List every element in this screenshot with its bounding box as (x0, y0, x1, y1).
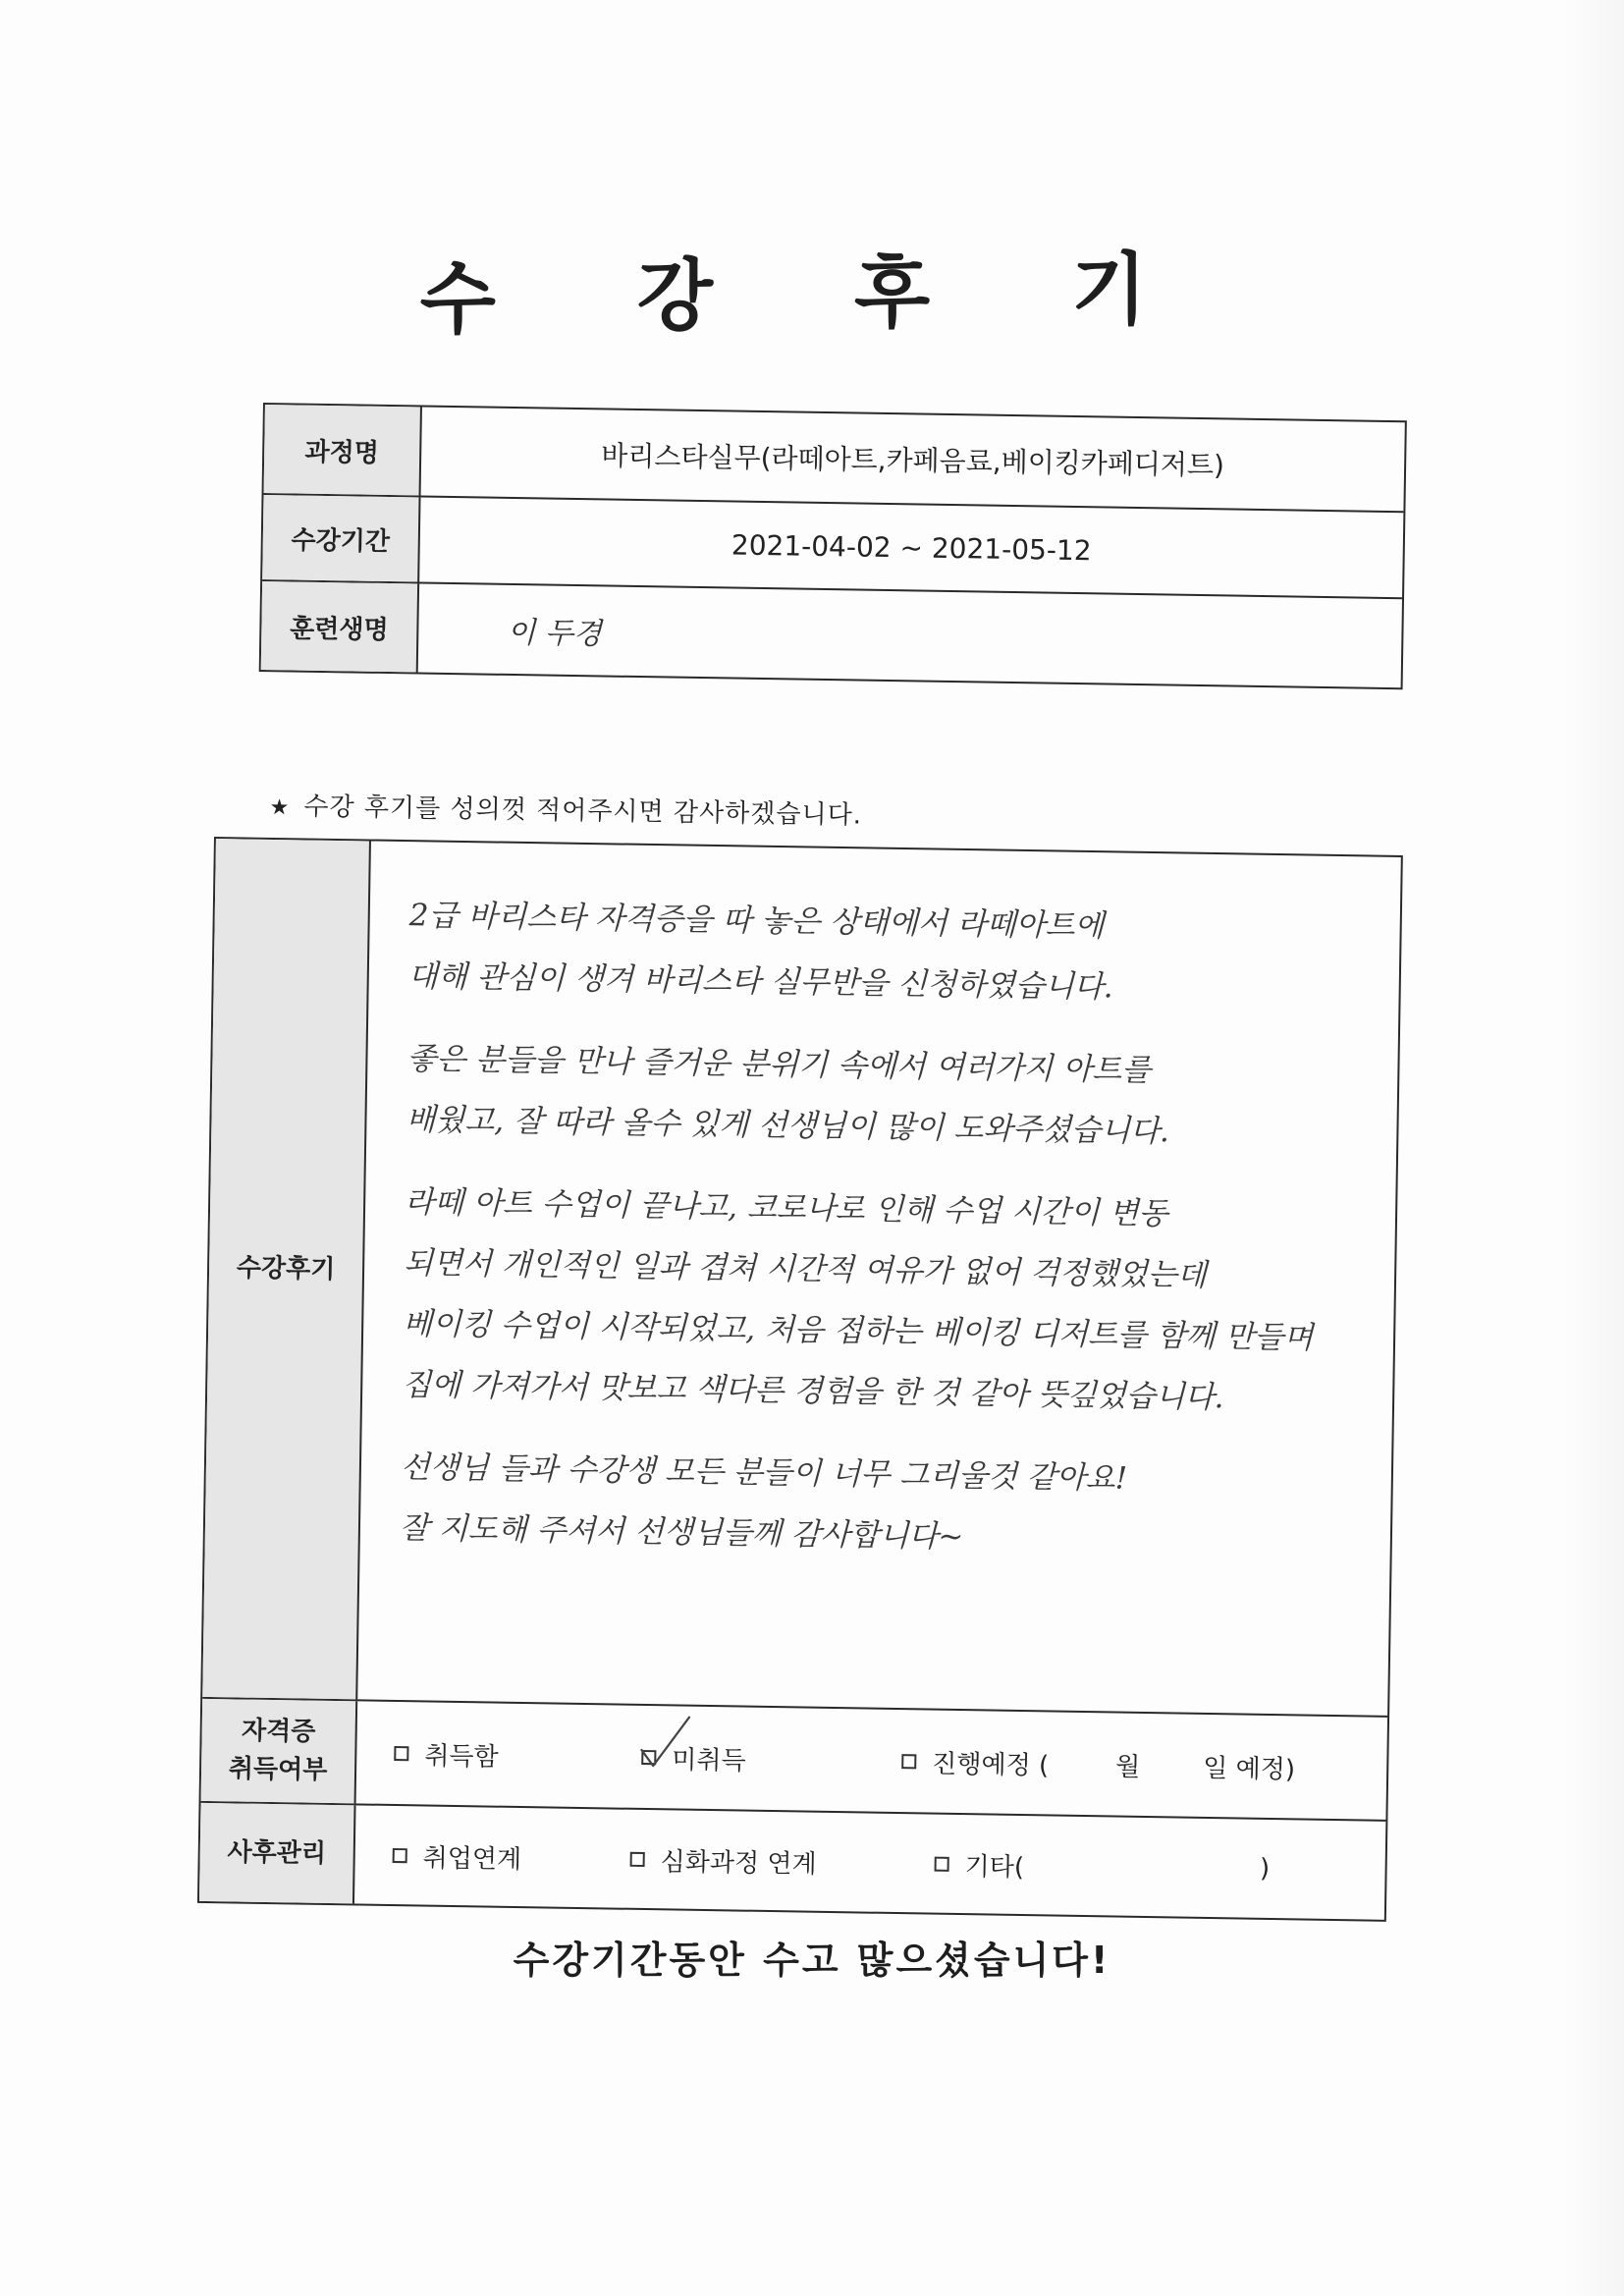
followup-options (354, 1805, 1385, 1919)
review-line: 되면서 개인적인 일과 겹쳐 시간적 여유가 없어 걱정했었는데 (403, 1245, 1208, 1293)
notice-text (269, 786, 862, 831)
checkbox-icon[interactable] (935, 1856, 949, 1871)
trainee-row (261, 581, 1402, 687)
followup-option-advanced[interactable] (629, 1840, 817, 1880)
cert-options (356, 1701, 1388, 1819)
cert-option-acquired-label: 취득함 (424, 1740, 499, 1773)
period-value: 2021-04-02 ~ 2021-05-12 (731, 528, 1092, 567)
checkbox-icon[interactable] (394, 1745, 408, 1760)
review-label: 수강후기 (202, 839, 371, 1699)
cert-row (201, 1699, 1388, 1822)
review-row (202, 839, 1401, 1718)
period-label: 수강기간 (262, 495, 420, 582)
cert-option-scheduled[interactable] (901, 1743, 1295, 1785)
checkbox-icon[interactable] (393, 1847, 407, 1862)
review-body (357, 842, 1401, 1716)
followup-row (199, 1803, 1385, 1920)
followup-option-job-label: 취업연계 (422, 1842, 522, 1875)
review-line: 잘 지도해 주셔서 선생님들께 감사합니다~ (399, 1510, 964, 1556)
cert-option-acquired[interactable] (394, 1734, 499, 1773)
review-line: 좋은 분들을 만나 즐거운 분위기 속에서 여러가지 아트를 (406, 1041, 1152, 1089)
review-line: 베이킹 수업이 시작되었고, 처음 접하는 베이킹 디저트를 함께 만들며 (402, 1306, 1314, 1356)
review-line: 선생님 들과 수강생 모든 분들이 너무 그리울것 같아요! (400, 1449, 1128, 1497)
followup-option-other[interactable] (934, 1845, 1270, 1886)
cert-day-label: 일 예정) (1202, 1753, 1296, 1784)
cert-option-not-acquired-label: 미취득 (672, 1744, 746, 1777)
cert-label (201, 1699, 358, 1803)
checkbox-icon[interactable] (641, 1749, 656, 1764)
cert-label-line1: 자격증 (241, 1716, 316, 1747)
course-row (264, 405, 1405, 513)
scan-edge-shadow (1565, 0, 1624, 2296)
review-line: 라떼 아트 수업이 끝나고, 코로나로 인해 수업 시간이 변동 (404, 1184, 1168, 1232)
checkmark-icon (639, 1714, 693, 1774)
cert-option-scheduled-label: 진행예정 ( (932, 1749, 1050, 1780)
cert-option-not-acquired[interactable] (641, 1738, 746, 1777)
followup-option-other-close: ) (1259, 1853, 1271, 1885)
cert-label-line2: 취득여부 (228, 1754, 328, 1785)
star-icon: ★ (269, 794, 291, 821)
cert-month-label: 월 (1114, 1752, 1141, 1782)
course-value: 바리스타실무(라떼아트,카페음료,베이킹카페디저트) (601, 439, 1225, 482)
checkbox-icon[interactable] (630, 1851, 645, 1866)
checkbox-icon[interactable] (901, 1754, 916, 1769)
review-line: 배웠고, 잘 따라 올수 있게 선생님이 많이 도와주셨습니다. (406, 1102, 1170, 1150)
course-label: 과정명 (264, 405, 422, 496)
course-info-table (259, 403, 1407, 689)
page-title: 수 강 후 기 (419, 243, 1205, 346)
trainee-label: 훈련생명 (261, 581, 419, 673)
review-handwritten-text (399, 885, 1371, 1573)
followup-option-advanced-label: 심화과정 연계 (660, 1846, 817, 1880)
review-line: 집에 가져가서 맛보고 색다른 경험을 한 것 같아 뜻깊었습니다. (401, 1367, 1224, 1416)
followup-option-job[interactable] (392, 1836, 521, 1875)
notice-message: 수강 후기를 성의껏 적어주시면 감사하겠습니다. (303, 792, 863, 831)
trainee-name-handwritten: 이 두경 (507, 615, 603, 652)
review-table (197, 837, 1403, 1922)
followup-option-other-label: 기타( (964, 1851, 1025, 1883)
closing-message: 수강기간동안 수고 많으셨습니다! (513, 1939, 1111, 1982)
review-line: 대해 관심이 생겨 바리스타 실무반을 신청하였습니다. (407, 958, 1113, 1006)
review-line: 2급 바리스타 자격증을 따 놓은 상태에서 라떼아트에 (408, 898, 1105, 945)
followup-label: 사후관리 (199, 1803, 356, 1903)
